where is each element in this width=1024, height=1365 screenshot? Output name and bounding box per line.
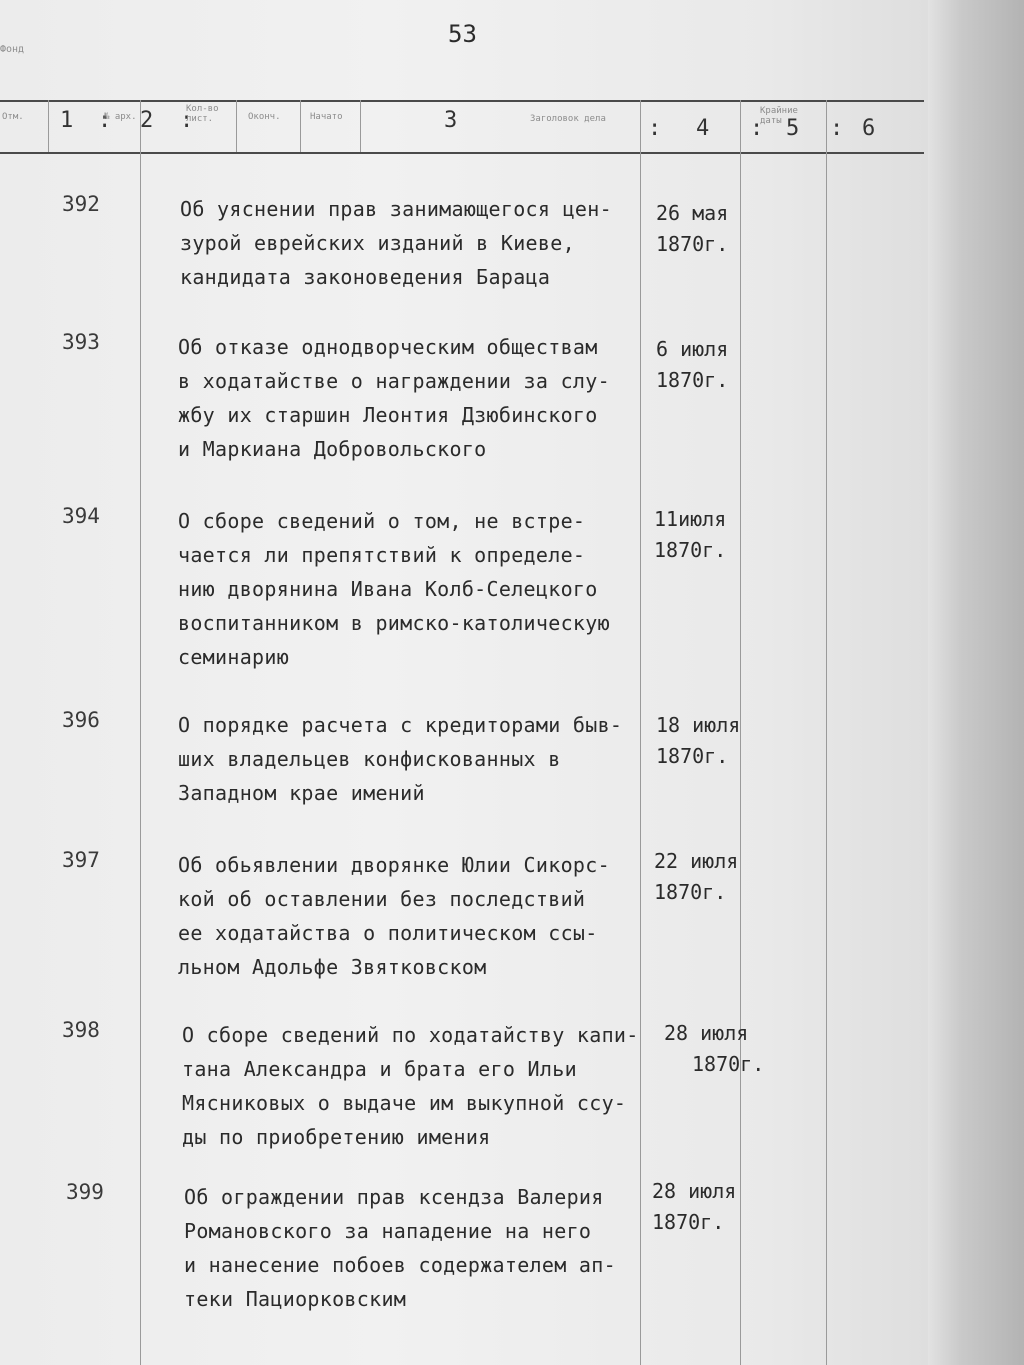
record-title-line: ды по приобретению имения — [182, 1125, 491, 1149]
record-date-line: 28 июля — [652, 1179, 737, 1203]
record-date — [654, 504, 764, 566]
record-date-line: 22 июля — [654, 849, 739, 873]
record-title-line: и Маркиана Добровольского — [178, 437, 487, 461]
record-date-line: 1870г. — [692, 1052, 765, 1076]
record-title — [178, 848, 648, 984]
header-separator: : — [180, 108, 194, 133]
record-title-line: в ходатайстве о награждении за слу- — [178, 369, 610, 393]
record-title-line: льном Адольфе Звятковском — [178, 955, 487, 979]
record-date-line: 1870г. — [656, 232, 729, 256]
record-title-line: О порядке расчета с кредиторами быв- — [178, 713, 623, 737]
record-title-line: Об обьявлении дворянке Юлии Сикорс- — [178, 853, 610, 877]
record-date — [654, 846, 764, 908]
column-divider — [236, 100, 237, 152]
column-divider — [826, 100, 827, 1365]
header-small-label: Кол-во лист. — [186, 104, 219, 124]
header-small-label: Начато — [310, 112, 343, 122]
column-divider — [360, 100, 361, 152]
page-number: 53 — [448, 20, 477, 48]
header-separator: : — [648, 116, 662, 141]
record-title-line: воспитанником в римско-католическую — [178, 611, 610, 635]
record-date-line: 18 июля — [656, 713, 741, 737]
fond-label: Фонд — [0, 44, 25, 55]
record-date — [652, 1176, 762, 1238]
record-title-line: Западном крае имений — [178, 781, 425, 805]
record-title — [180, 192, 650, 294]
record-date — [656, 334, 766, 396]
header-top-rule — [0, 100, 924, 102]
header-small-label: Отм. — [2, 112, 24, 122]
record-title-line: кандидата законоведения Бараца — [180, 265, 551, 289]
record-date-line: 1870г. — [656, 744, 729, 768]
header-separator: : — [750, 116, 764, 141]
header-col-2: 2 — [140, 108, 154, 133]
header-col-5: 5 — [786, 116, 800, 141]
header-col-3: 3 — [444, 108, 458, 133]
record-title-line: Мясниковых о выдаче им выкупной ссу- — [182, 1091, 627, 1115]
record-title — [178, 708, 648, 810]
record-date — [656, 710, 766, 772]
record-date-line: 1870г. — [656, 368, 729, 392]
record-title-line: Об отказе однодворческим обществам — [178, 335, 598, 359]
column-divider — [48, 100, 49, 152]
header-separator: : — [98, 108, 112, 133]
record-title-line: кой об оставлении без последствий — [178, 887, 586, 911]
record-date — [664, 1018, 774, 1080]
record-title-line: Об уяснении прав занимающегося цен- — [180, 197, 612, 221]
record-date-line: 28 июля — [664, 1021, 749, 1045]
record-title-line: чается ли препятствий к определе- — [178, 543, 586, 567]
record-number: 394 — [62, 504, 100, 528]
record-title-line: жбу их старшин Леонтия Дзюбинского — [178, 403, 598, 427]
record-date-line: 1870г. — [654, 538, 727, 562]
header-separator: : — [830, 116, 844, 141]
header-small-label: № арх. — [104, 112, 137, 122]
record-date-line: 1870г. — [654, 880, 727, 904]
record-title-line: и нанесение побоев содержателем ап- — [184, 1253, 616, 1277]
paper-edge-shadow — [928, 0, 1024, 1365]
record-number: 392 — [62, 192, 100, 216]
record-title-line: нию дворянина Ивана Колб-Селецкого — [178, 577, 598, 601]
record-title — [178, 330, 648, 466]
record-title-line: Романовского за нападение на него — [184, 1219, 592, 1243]
record-title-line: О сборе сведений о том, не встре- — [178, 509, 586, 533]
record-title-line: теки Пациорковским — [184, 1287, 407, 1311]
record-date-line: 6 июля — [656, 337, 729, 361]
header-small-label: Оконч. — [248, 112, 281, 122]
header-bottom-rule — [0, 152, 924, 154]
record-title-line: зурой еврейских изданий в Киеве, — [180, 231, 575, 255]
record-date-line: 26 мая — [656, 201, 729, 225]
record-number: 396 — [62, 708, 100, 732]
record-title-line: семинарию — [178, 645, 290, 669]
record-title-line: Об ограждении прав ксендза Валерия — [184, 1185, 604, 1209]
record-number: 397 — [62, 848, 100, 872]
record-number: 399 — [66, 1180, 104, 1204]
header-col-4: 4 — [696, 116, 710, 141]
record-number: 398 — [62, 1018, 100, 1042]
record-title — [184, 1180, 654, 1316]
record-title-line: О сборе сведений по ходатайству капи- — [182, 1023, 639, 1047]
header-col-1: 1 — [60, 108, 74, 133]
record-title — [182, 1018, 662, 1154]
header-small-label: Крайние даты — [760, 106, 798, 126]
header-col-6: 6 — [862, 116, 876, 141]
record-date-line: 1870г. — [652, 1210, 725, 1234]
column-divider — [140, 100, 141, 1365]
record-title-line: ее ходатайства о политическом ссы- — [178, 921, 598, 945]
record-title-line: ших владельцев конфискованных в — [178, 747, 561, 771]
header-small-label: Заголовок дела — [530, 114, 606, 124]
record-title-line: тана Александра и брата его Ильи — [182, 1057, 577, 1081]
record-number: 393 — [62, 330, 100, 354]
record-date — [656, 198, 766, 260]
column-divider — [300, 100, 301, 152]
record-title — [178, 504, 648, 674]
record-date-line: 11июля — [654, 507, 727, 531]
